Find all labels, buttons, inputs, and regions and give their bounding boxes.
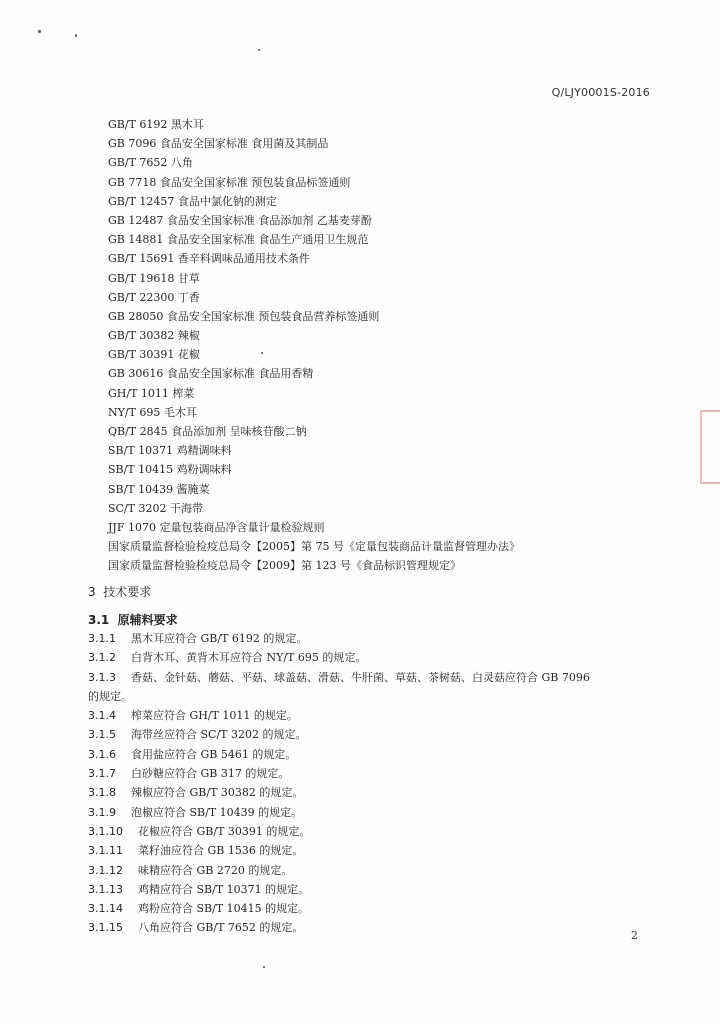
requirement-number: 3.1.10 [88, 824, 123, 838]
reference-item: NY/T 695 毛木耳 [108, 405, 197, 419]
requirement-item [88, 745, 658, 764]
requirement-item [88, 918, 658, 937]
reference-item: GB/T 12457 食品中氯化钠的测定 [108, 194, 277, 208]
requirement-number: 3.1.14 [88, 902, 123, 916]
reference-item: SB/T 10371 鸡精调味料 [108, 444, 232, 458]
requirement-number: 3.1.13 [88, 882, 123, 896]
requirement-text: 泡椒应符合 SB/T 10439 的规定。 [131, 805, 303, 819]
requirement-item [88, 783, 658, 802]
requirement-number: 3.1.8 [88, 786, 116, 800]
requirement-text: 榨菜应符合 GH/T 1011 的规定。 [131, 709, 298, 723]
requirement-number: 3.1.11 [88, 844, 123, 858]
requirement-text: 花椒应符合 GB/T 30391 的规定。 [138, 824, 311, 838]
requirement-number: 3.1.2 [88, 651, 116, 665]
reference-item: GB/T 30391 花椒 [108, 348, 200, 362]
requirement-number: 3.1.9 [88, 805, 116, 819]
requirement-number: 3.1.4 [88, 709, 116, 723]
reference-item: GB 7718 食品安全国家标准 预包装食品标签通则 [108, 175, 351, 189]
reference-item: GB 7096 食品安全国家标准 食用菌及其制品 [108, 137, 329, 151]
red-seal-stamp [700, 410, 720, 484]
normative-references-list [108, 115, 520, 576]
requirement-item [88, 725, 658, 744]
requirement-number: 3.1.7 [88, 767, 116, 781]
requirement-item [88, 822, 658, 841]
requirement-text: 香菇、金针菇、蘑菇、平菇、球盖菇、滑菇、牛肝菌、草菇、茶树菇、白灵菇应符合 GB 7096 [131, 670, 590, 684]
requirement-item [88, 706, 658, 725]
section-heading [88, 583, 151, 600]
reference-item: GB 14881 食品安全国家标准 食品生产通用卫生规范 [108, 233, 369, 247]
requirement-item [88, 629, 658, 648]
requirement-item [88, 899, 658, 918]
requirement-number: 3.1.3 [88, 670, 116, 684]
scan-speck [75, 34, 77, 37]
reference-item: SC/T 3202 干海带 [108, 501, 203, 515]
requirement-text: 食用盐应符合 GB 5461 的规定。 [131, 747, 297, 761]
requirement-item [88, 668, 658, 687]
reference-item: GH/T 1011 榨菜 [108, 386, 195, 400]
reference-item: GB/T 19618 甘草 [108, 271, 200, 285]
reference-item: JJF 1070 定量包装商品净含量计量检验规则 [108, 520, 325, 534]
requirement-item [88, 880, 658, 899]
requirement-item [88, 803, 658, 822]
scan-speck [261, 352, 263, 354]
section-title: 技术要求 [103, 585, 152, 599]
requirement-item [88, 764, 658, 783]
requirement-text: 鸡粉应符合 SB/T 10415 的规定。 [138, 902, 310, 916]
subsection-heading [88, 611, 178, 628]
reference-item: GB/T 6192 黑木耳 [108, 118, 204, 131]
reference-item: GB/T 30382 辣椒 [108, 329, 200, 343]
reference-item: GB/T 15691 香辛料调味品通用技术条件 [108, 252, 310, 266]
requirement-text: 辣椒应符合 GB/T 30382 的规定。 [131, 786, 304, 800]
requirement-text: 白背木耳、黄背木耳应符合 NY/T 695 的规定。 [131, 651, 367, 665]
page-number: 2 [631, 929, 638, 942]
reference-item: QB/T 2845 食品添加剂 呈味核苷酸二钠 [108, 425, 307, 438]
requirement-text: 黑木耳应符合 GB/T 6192 的规定。 [131, 632, 308, 645]
standard-code: Q/LJY0001S-2016 [551, 86, 650, 99]
requirement-text: 海带丝应符合 SC/T 3202 的规定。 [131, 728, 307, 742]
requirement-text: 白砂糖应符合 GB 317 的规定。 [131, 767, 290, 781]
reference-item: 国家质量监督检验检疫总局令【2005】第 75 号《定量包装商品计量监督管理办法》 [108, 540, 520, 554]
subsection-number: 3.1 [88, 613, 110, 627]
requirement-item [88, 648, 658, 667]
requirement-text: 味精应符合 GB 2720 的规定。 [138, 863, 293, 877]
requirement-number: 3.1.1 [88, 632, 116, 645]
reference-item: GB/T 22300 丁香 [108, 290, 200, 304]
reference-item: SB/T 10415 鸡粉调味料 [108, 463, 232, 477]
reference-item: GB 30616 食品安全国家标准 食品用香精 [108, 367, 314, 381]
requirement-text: 鸡精应符合 SB/T 10371 的规定。 [138, 882, 310, 896]
reference-item: GB 28050 食品安全国家标准 预包装食品营养标签通则 [108, 309, 380, 323]
reference-item: 国家质量监督检验检疫总局令【2009】第 123 号《食品标识管理规定》 [108, 559, 461, 573]
requirement-item [88, 841, 658, 860]
requirement-text: 菜籽油应符合 GB 1536 的规定。 [138, 844, 304, 858]
reference-item: GB/T 7652 八角 [108, 156, 193, 170]
requirement-continuation [88, 687, 658, 706]
requirement-item [88, 861, 658, 880]
scan-speck [258, 49, 260, 51]
requirement-number: 3.1.5 [88, 728, 116, 742]
scan-speck [263, 966, 265, 968]
reference-item: GB 12487 食品安全国家标准 食品添加剂 乙基麦芽酚 [108, 213, 372, 227]
scan-speck [38, 30, 41, 33]
section-number: 3 [88, 585, 96, 599]
requirement-text: 的规定。 [88, 689, 132, 703]
requirement-number: 3.1.12 [88, 863, 123, 877]
requirement-number: 3.1.6 [88, 747, 116, 761]
requirement-text: 八角应符合 GB/T 7652 的规定。 [138, 921, 304, 935]
requirement-number: 3.1.15 [88, 921, 123, 935]
reference-item: SB/T 10439 酱腌菜 [108, 482, 210, 496]
subsection-title: 原辅料要求 [117, 613, 178, 627]
requirements-list [88, 629, 658, 938]
